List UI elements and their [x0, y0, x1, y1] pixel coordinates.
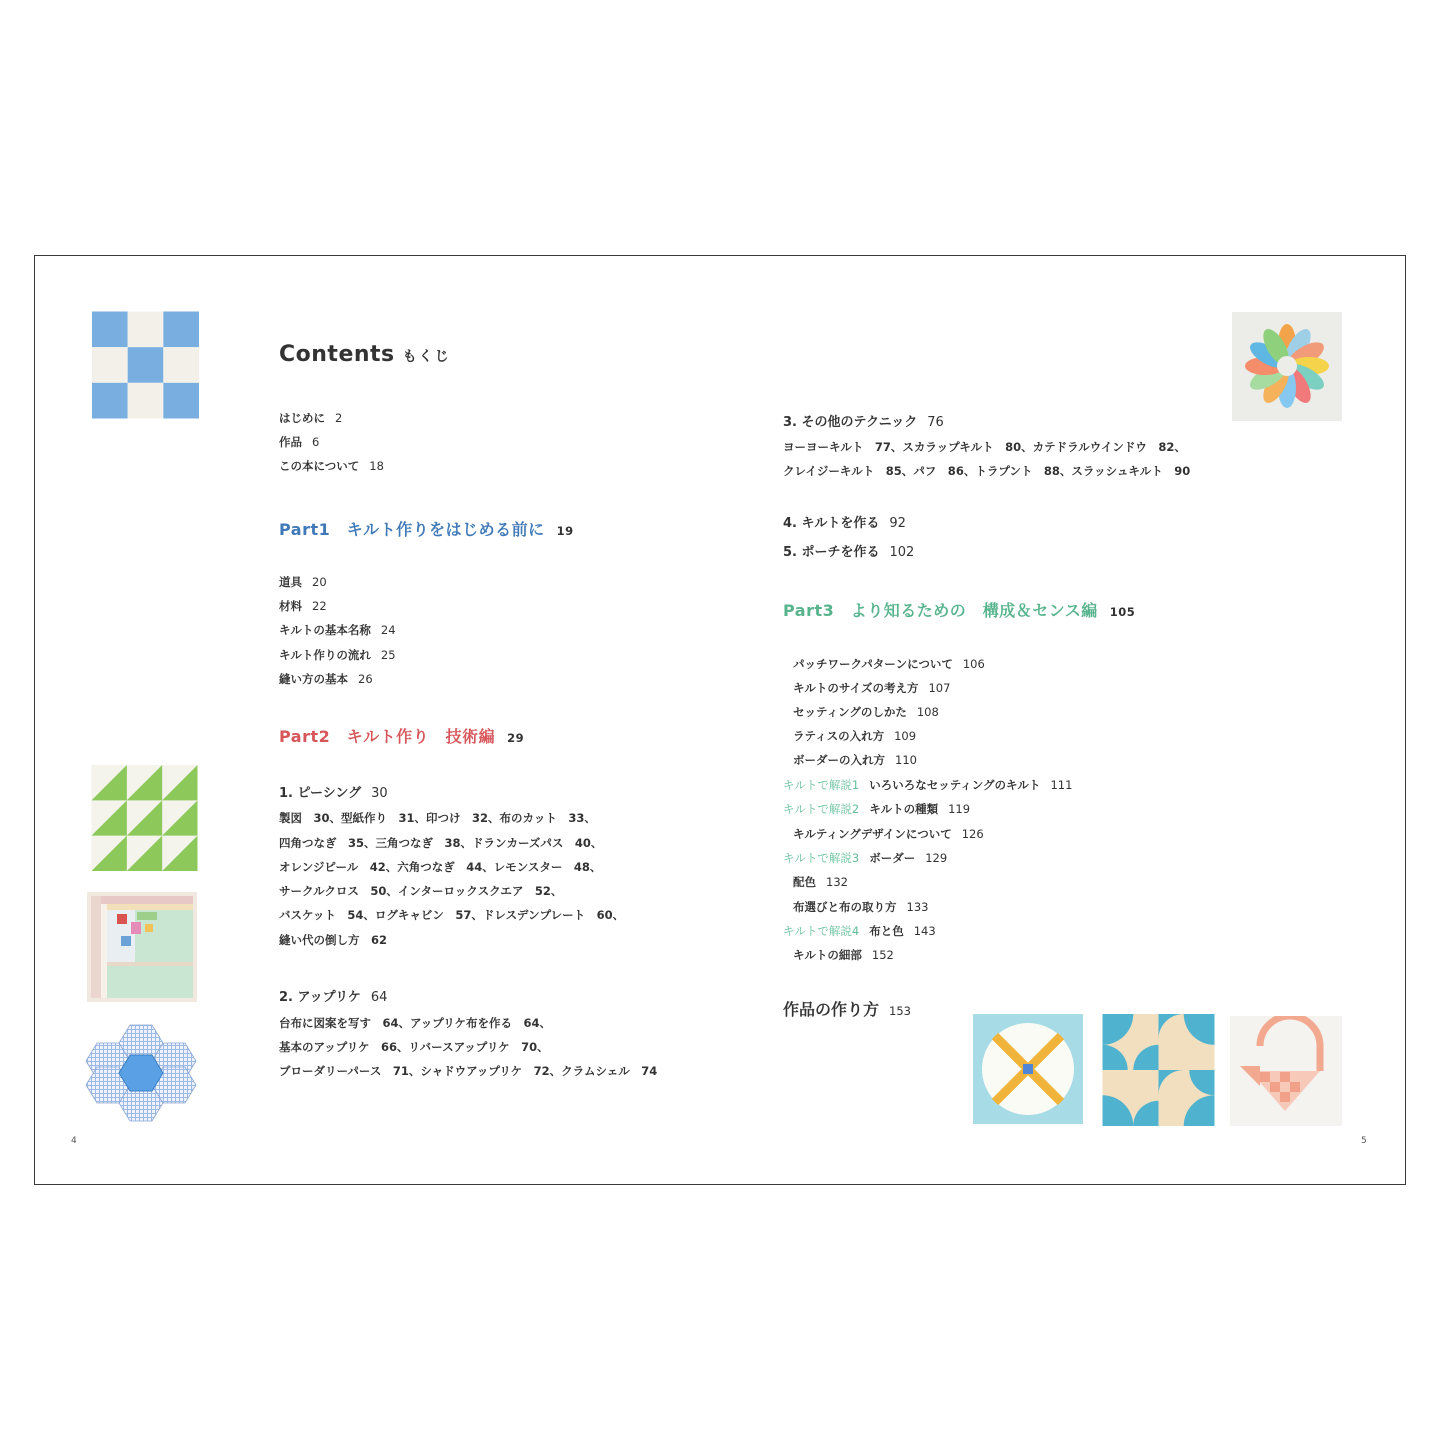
- toc-line: バスケット 54、ログキャビン 57、ドレスデンプレート 60、: [279, 908, 625, 922]
- half-square-triangle-block-image: [91, 765, 198, 871]
- part2-heading[interactable]: Part2 キルト作り 技術編 29: [279, 727, 525, 746]
- drunkards-path-block-image: [1102, 1014, 1215, 1126]
- basket-block-image: [1230, 1016, 1342, 1126]
- toc-line: オレンジピール 42、六角つなぎ 44、レモンスター 48、: [279, 860, 602, 874]
- toc-entry[interactable]: キルト作りの流れ 25: [279, 648, 396, 662]
- toc-entry[interactable]: 作品 6: [279, 435, 320, 449]
- nine-patch-block-image: [92, 311, 199, 419]
- toc-entry[interactable]: 布選びと布の取り方 133: [793, 900, 929, 914]
- toc-line: クレイジーキルト 85、パフ 86、トラプント 88、スラッシュキルト 90: [783, 464, 1191, 478]
- toc-line: ヨーヨーキルト 77、スカラップキルト 80、カテドラルウインドウ 82、: [783, 440, 1186, 454]
- book-spread: [34, 255, 1406, 1185]
- toc-entry[interactable]: キルトで解説2 キルトの種類 119: [783, 802, 971, 816]
- section-piecing[interactable]: 1. ピーシング 30: [279, 786, 388, 801]
- section-make-pouch[interactable]: 5. ポーチを作る 102: [783, 545, 915, 560]
- toc-entry[interactable]: 道具 20: [279, 575, 327, 589]
- section-make-quilt[interactable]: 4. キルトを作る 92: [783, 516, 906, 531]
- toc-entry[interactable]: キルティングデザインについて 126: [793, 827, 984, 841]
- circle-cross-block-image: [973, 1014, 1083, 1124]
- toc-line: ブローダリーパース 71、シャドウアップリケ 72、クラムシェル 74: [279, 1064, 658, 1078]
- part1-heading[interactable]: Part1 キルト作りをはじめる前に 19: [279, 520, 574, 539]
- toc-entry[interactable]: 縫い方の基本 26: [279, 672, 373, 686]
- toc-line: 基本のアップリケ 66、リバースアップリケ 70、: [279, 1040, 549, 1054]
- toc-entry[interactable]: セッティングのしかた 108: [793, 705, 939, 719]
- contents-title: Contents もくじ: [279, 342, 451, 367]
- toc-entry[interactable]: キルトの基本名称 24: [279, 623, 396, 637]
- section-other-techniques[interactable]: 3. その他のテクニック 76: [783, 415, 944, 430]
- toc-entry[interactable]: キルトの細部 152: [793, 948, 894, 962]
- toc-entry[interactable]: キルトで解説1 いろいろなセッティングのキルト 111: [783, 778, 1073, 792]
- toc-entry[interactable]: ボーダーの入れ方 110: [793, 753, 917, 767]
- page-number-left: 4: [71, 1136, 77, 1146]
- toc-entry[interactable]: キルトで解説4 布と色 143: [783, 924, 936, 938]
- log-cabin-quilt-image: [87, 892, 197, 1002]
- toc-line: 四角つなぎ 35、三角つなぎ 38、ドランカーズパス 40、: [279, 836, 603, 850]
- toc-line: サークルクロス 50、インターロックスクエア 52、: [279, 884, 563, 898]
- toc-entry[interactable]: ラティスの入れ方 109: [793, 729, 917, 743]
- section-applique[interactable]: 2. アップリケ 64: [279, 990, 388, 1005]
- hexagon-flower-block-image: [83, 1021, 199, 1125]
- toc-entry[interactable]: キルトで解説3 ボーダー 129: [783, 851, 948, 865]
- toc-line: 台布に図案を写す 64、アップリケ布を作る 64、: [279, 1016, 552, 1030]
- page-number-right: 5: [1361, 1136, 1367, 1146]
- dresden-plate-block-image: [1232, 312, 1342, 421]
- toc-entry[interactable]: はじめに 2: [279, 411, 343, 425]
- toc-entry[interactable]: 配色 132: [793, 875, 848, 889]
- part3-heading[interactable]: Part3 より知るための 構成＆センス編 105: [783, 601, 1136, 620]
- toc-entry[interactable]: この本について 18: [279, 459, 384, 473]
- works-heading[interactable]: 作品の作り方 153: [783, 1000, 911, 1019]
- toc-entry[interactable]: 材料 22: [279, 599, 327, 613]
- toc-entry[interactable]: パッチワークパターンについて 106: [793, 657, 985, 671]
- toc-line: 製図 30、型紙作り 31、印つけ 32、布のカット 33、: [279, 811, 596, 825]
- toc-line: 縫い代の倒し方 62: [279, 933, 388, 947]
- toc-entry[interactable]: キルトのサイズの考え方 107: [793, 681, 951, 695]
